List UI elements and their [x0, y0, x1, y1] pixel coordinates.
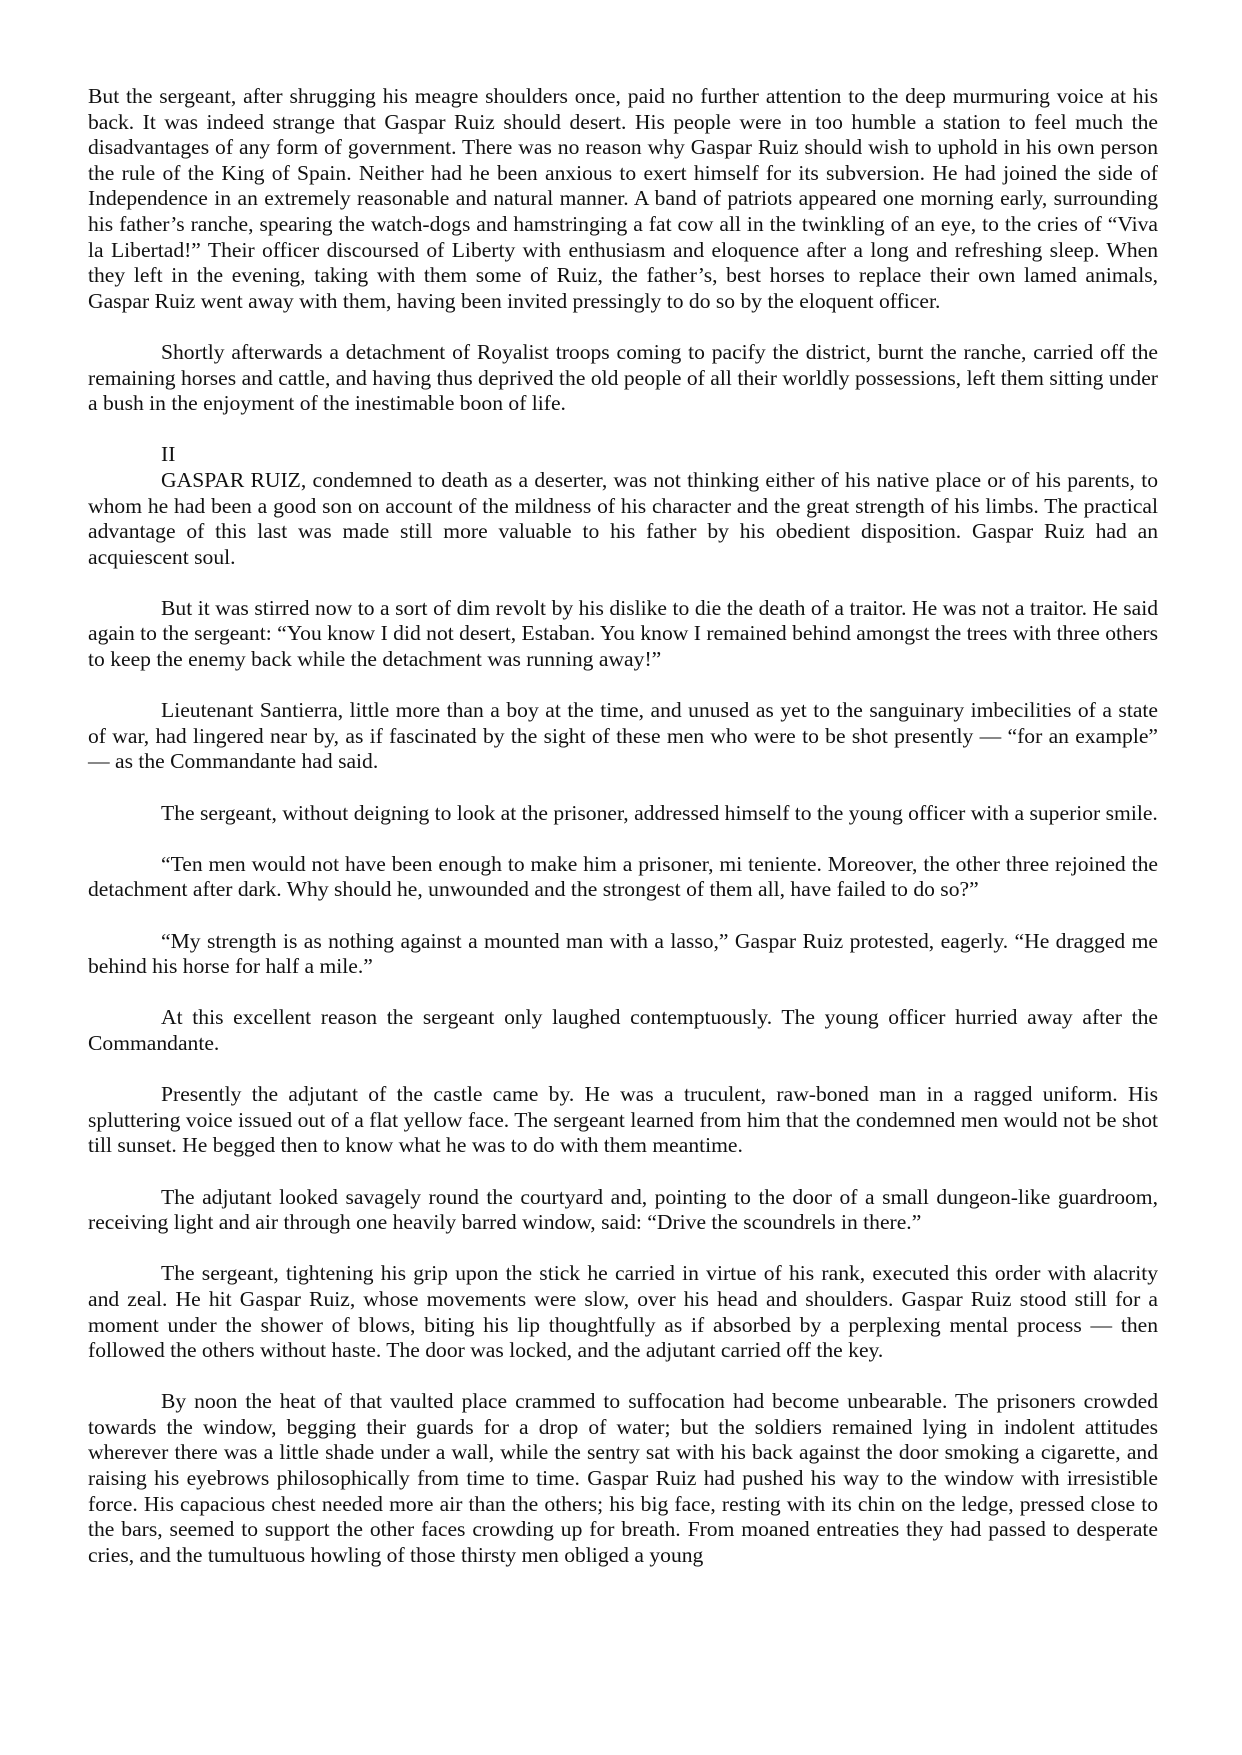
paragraph-8: “My strength is as nothing against a mounted man with a lasso,” Gaspar Ruiz protested, eagerly. “He dragged me behind his horse for half a mile.” — [88, 928, 1158, 979]
section-number: II — [161, 442, 176, 467]
paragraph-7: “Ten men would not have been enough to make him a prisoner, mi teniente. Moreover, the other three rejoined the detachment after dark. Why should he, unwounded and the strongest of them all, have failed to do so?” — [88, 851, 1158, 902]
paragraph-1: But the sergeant, after shrugging his meagre shoulders once, paid no further attention to the deep murmuring voice at his back. It was indeed strange that Gaspar Ruiz should desert. His people were in too humble a station to feel much the disadvantages of any form of government. There was no reason why Gaspar Ruiz should wish to uphold in his own person the rule of the King of Spain. Neither had he been anxious to exert himself for its subversion. He had joined the side of Independence in an extremely reasonable and natural manner. A band of patriots appeared one morning early, surrounding his father’s ranche, spearing the watch-dogs and hamstringing a fat cow all in the twinkling of an eye, to the cries of “Viva la Libertad!” Their officer discoursed of Liberty with enthusiasm and eloquence after a long and refreshing sleep. When they left in the evening, taking with them some of Ruiz, the father’s, best horses to replace their own lamed animals, Gaspar Ruiz went away with them, having been invited pressingly to do so by the eloquent officer. — [88, 84, 1158, 313]
paragraph-3: GASPAR RUIZ, condemned to death as a deserter, was not thinking either of his native place or of his parents, to whom he had been a good son on account of the mildness of his character and the great strength of his limbs. The practical advantage of this last was made still more valuable to his father by his obedient disposition. Gaspar Ruiz had an acquiescent soul. — [88, 467, 1158, 569]
document-page — [88, 84, 1158, 1568]
paragraph-9: At this excellent reason the sergeant only laughed contemptuously. The young officer hurried away after the Commandante. — [88, 1005, 1158, 1055]
paragraph-11: The adjutant looked savagely round the courtyard and, pointing to the door of a small dungeon-like guardroom, receiving light and air through one heavily barred window, said: “Drive the scoundrels in there.” — [88, 1184, 1158, 1235]
paragraph-10: Presently the adjutant of the castle came by. He was a truculent, raw-boned man in a ragged uniform. His spluttering voice issued out of a flat yellow face. The sergeant learned from him that the condemned men would not be shot till sunset. He begged then to know what he was to do with them meantime. — [88, 1082, 1158, 1158]
paragraph-2: Shortly afterwards a detachment of Royalist troops coming to pacify the district, burnt the ranche, carried off the remaining horses and cattle, and having thus deprived the old people of all their worldly possessions, left them sitting under a bush in the enjoyment of the inestimable boon of life. — [88, 339, 1158, 416]
paragraph-4: But it was stirred now to a sort of dim revolt by his dislike to die the death of a traitor. He was not a traitor. He said again to the sergeant: “You know I did not desert, Estaban. You know I remained behind amongst the trees with three others to keep the enemy back while the detachment was running away!” — [88, 595, 1158, 672]
paragraph-5: Lieutenant Santierra, little more than a boy at the time, and unused as yet to the sanguinary imbecilities of a state of war, had lingered near by, as if fascinated by the sight of these men who were to be shot presently — “for an example” — as the Commandante had said. — [88, 698, 1158, 774]
paragraph-12: The sergeant, tightening his grip upon the stick he carried in virtue of his rank, executed this order with alacrity and zeal. He hit Gaspar Ruiz, whose movements were slow, over his head and shoulders. Gaspar Ruiz stood still for a moment under the shower of blows, biting his lip thoughtfully as if absorbed by a perplexing mental process — then followed the others without haste. The door was locked, and the adjutant carried off the key. — [88, 1261, 1158, 1363]
paragraph-6: The sergeant, without deigning to look at the prisoner, addressed himself to the young officer with a superior smile. — [161, 800, 1158, 825]
paragraph-13: By noon the heat of that vaulted place crammed to suffocation had become unbearable. The prisoners crowded towards the window, begging their guards for a drop of water; but the soldiers remained lying in indolent attitudes wherever there was a little shade under a wall, while the sentry sat with his back against the door smoking a cigarette, and raising his eyebrows philosophically from time to time. Gaspar Ruiz had pushed his way to the window with irresistible force. His capacious chest needed more air than the others; his big face, resting with its chin on the ledge, pressed close to the bars, seemed to support the other faces crowding up for breath. From moaned entreaties they had passed to desperate cries, and the tumultuous howling of those thirsty men obliged a young — [88, 1389, 1158, 1567]
